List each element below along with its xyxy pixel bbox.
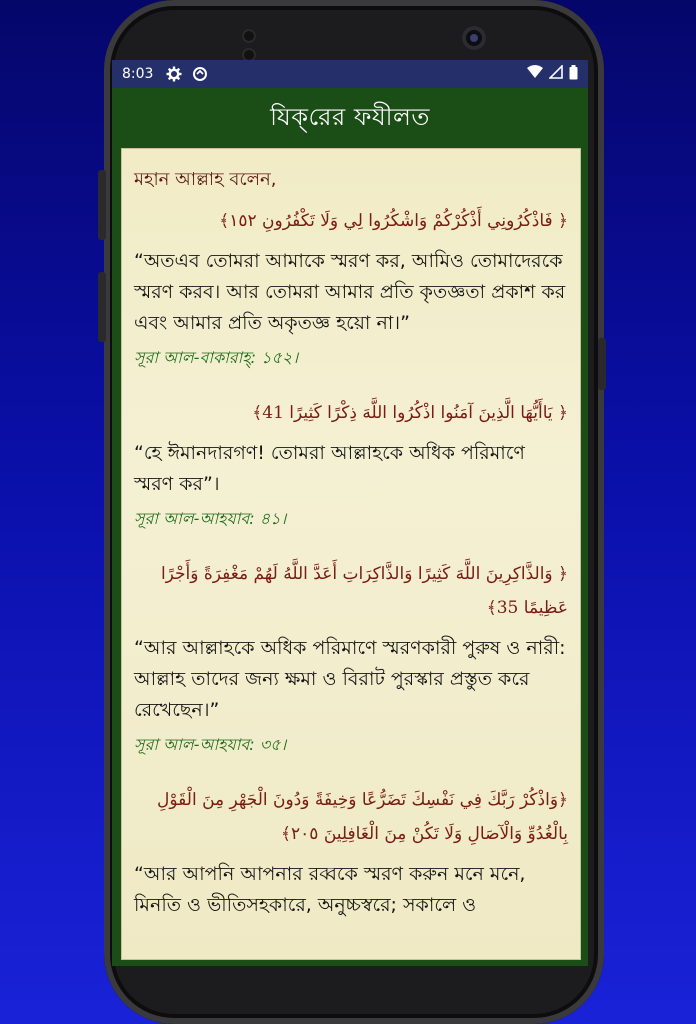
power-button xyxy=(598,338,606,390)
reading-pane[interactable] xyxy=(121,148,581,960)
app-screen xyxy=(112,60,588,966)
bengali-translation: “আর আপনি আপনার রব্বকে স্মরণ করুন মনে মনে, মিনতি ও ভীতিসহকারে, অনুচ্চস্বরে; সকালে ও xyxy=(134,863,526,916)
sync-icon xyxy=(191,65,209,83)
bottom-strip xyxy=(112,960,588,966)
bengali-translation: “হে ঈমানদারগণ! তোমরা আল্লাহকে অধিক পরিমাণে স্মরণ কর”। xyxy=(134,442,525,495)
verse-reference: সূরা আল-আহযাব: ৪১। xyxy=(134,509,287,528)
volume-up-button xyxy=(98,170,106,240)
status-icons-right xyxy=(527,65,578,84)
status-bar xyxy=(112,60,588,88)
volume-down-button xyxy=(98,272,106,342)
wifi-icon xyxy=(527,65,543,83)
intro-text: মহান আল্লাহ বলেন, xyxy=(134,169,277,190)
bengali-translation: “অতএব তোমরা আমাকে স্মরণ কর, আমিও তোমাদেরকে স্মরণ করব। আর তোমরা আমার প্রতি কৃতজ্ঞতা প্রকাশ কর এবং আমার প্রতি অকৃতজ্ঞ হয়ো না।” xyxy=(134,250,566,334)
arabic-verse: ﴿ يَاأَيُّهَا الَّذِينَ آمَنُوا اذْكُرُوا اللَّهَ ذِكْرًا كَثِيرًا 41﴾ xyxy=(252,403,568,423)
phone-speaker xyxy=(242,28,282,42)
arabic-verse: ﴿ وَالذَّاكِرِينَ اللَّهَ كَثِيرًا وَالذَّاكِرَاتِ أَعَدَّ اللَّهُ لَهُمْ مَغْفِرَةً وَأَجْرًا عَظِيمًا 35﴾ xyxy=(160,564,568,618)
status-time: 8:03 xyxy=(122,66,154,82)
battery-icon xyxy=(569,65,578,84)
verse-reference: সূরা আল-আহযাব: ৩৫। xyxy=(134,735,287,754)
front-camera xyxy=(462,26,486,50)
verse-block xyxy=(134,204,568,372)
verse-block xyxy=(134,783,568,921)
verse-reference: সূরা আল-বাকারাহ্‌: ১৫২। xyxy=(134,348,299,367)
app-bar xyxy=(112,88,588,150)
arabic-verse: ﴿وَاذْكُرْ رَبَّكَ فِي نَفْسِكَ تَضَرُّعًا وَخِيفَةً وَدُونَ الْجَهْرِ مِنَ الْقَوْلِ بِالْغُدُوِّ وَالْآصَالِ وَلَا تَكُنْ مِنَ الْغَافِلِينَ ٢٠٥﴾ xyxy=(157,790,568,844)
verse-block xyxy=(134,557,568,759)
page-title: যিক্‌রের ফযীলত xyxy=(270,103,430,131)
bengali-translation: “আর আল্লাহকে অধিক পরিমাণে স্মরণকারী পুরুষ ও নারী: আল্লাহ তাদের জন্য ক্ষমা ও বিরাট পুরস্কার প্রস্তুত করে রেখেছেন।” xyxy=(134,637,566,721)
verse-block xyxy=(134,396,568,533)
signal-icon xyxy=(549,65,563,83)
arabic-verse: ﴿ فَاذْكُرُونِي أَذْكُرْكُمْ وَاشْكُرُوا لِي وَلَا تَكْفُرُونِ ١٥٢﴾ xyxy=(219,211,568,231)
gear-icon xyxy=(165,65,183,83)
